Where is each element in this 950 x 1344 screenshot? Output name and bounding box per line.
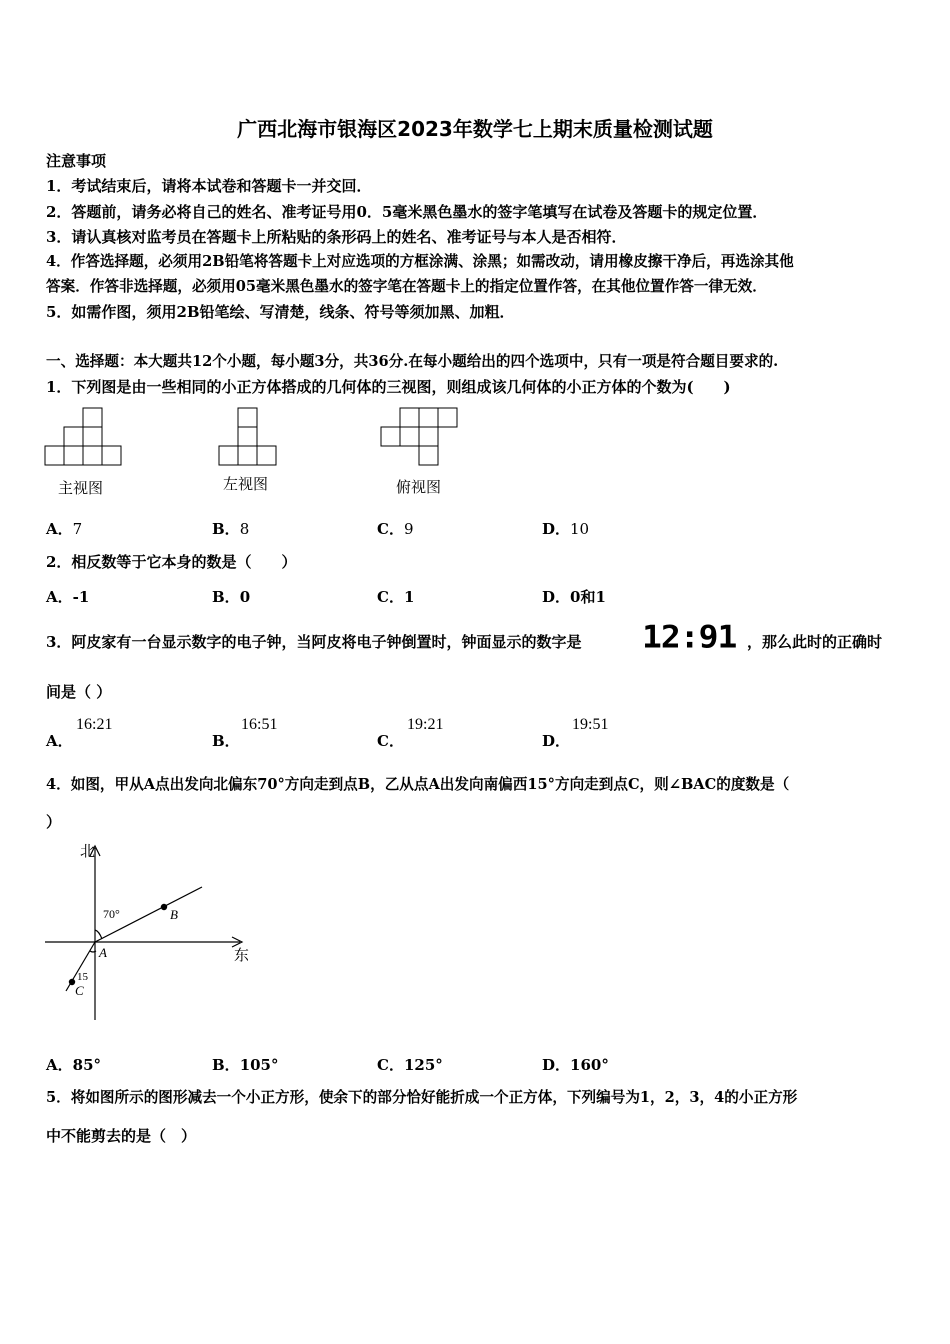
q4-option-b: B．105° <box>212 1056 279 1074</box>
point-b-label: B <box>170 907 178 922</box>
angle-arc-70 <box>95 930 102 939</box>
question-2-text: 2．相反数等于它本身的数是（ ） <box>46 553 297 571</box>
point-b-dot <box>161 904 167 910</box>
question-4-text: 4．如图，甲从A点出发向北偏东70°方向走到点B，乙从点A出发向南偏西15°方向走到点C，则∠BAC的度数是（ <box>46 776 790 793</box>
question-3-text-end: 间是（ ） <box>46 683 112 701</box>
point-c-label: C <box>75 983 84 998</box>
front-view-caption: 主视图 <box>58 479 104 497</box>
q2-option-b: B．0 <box>212 588 251 606</box>
question-3-text-cont: ，那么此时的正确时 <box>747 633 883 651</box>
question-1-text: 1．下列图是由一些相同的小正方体搭成的几何体的三视图，则组成该几何体的小正方体的个数为( ) <box>46 378 731 396</box>
q2-option-a: A．-1 <box>46 588 90 606</box>
point-a-label: A <box>99 945 107 960</box>
q1-option-b: B．8 <box>212 520 250 538</box>
east-label: 东 <box>234 946 250 964</box>
q3-option-c-value: 19:21 <box>407 716 444 733</box>
angle-15-label: 15 <box>77 971 88 983</box>
front-view-figure <box>45 408 125 468</box>
q3-option-a-label: A． <box>46 732 73 750</box>
question-4-text-end: ） <box>46 813 62 831</box>
north-label: 北 <box>80 842 96 860</box>
q4-option-d: D．160° <box>542 1056 609 1074</box>
notice-item: 答案．作答非选择题，必须用05毫米黑色墨水的签字笔在答题卡上的指定位置作答，在其他位置作答一律无效． <box>46 278 767 295</box>
notice-item: 4．作答选择题，必须用2B铅笔将答题卡上对应选项的方框涂满、涂黑；如需改动，请用橡皮擦干净后，再选涂其他 <box>46 253 794 270</box>
top-view-figure <box>381 408 461 468</box>
question-3-text: 3．阿皮家有一台显示数字的电子钟，当阿皮将电子钟倒置时，钟面显示的数字是 <box>46 633 582 651</box>
q3-option-a-value: 16:21 <box>76 716 113 733</box>
notice-heading: 注意事项 <box>46 152 107 170</box>
notice-item: 3．请认真核对监考员在答题卡上所粘贴的条形码上的姓名、准考证号与本人是否相符． <box>46 228 627 246</box>
left-view-caption: 左视图 <box>223 475 269 493</box>
q3-option-d-label: D． <box>542 732 571 750</box>
q2-option-d: D．0和1 <box>542 588 606 606</box>
top-view-caption: 俯视图 <box>396 478 442 496</box>
q3-option-b-label: B． <box>212 732 240 750</box>
section-heading: 一、选择题：本大题共12个小题，每小题3分，共36分.在每小题给出的四个选项中，只有一项是符合题目要求的. <box>46 353 779 370</box>
q3-option-c-label: C． <box>377 732 404 750</box>
angle-arc-15 <box>90 951 96 952</box>
q4-option-a: A．85° <box>46 1056 102 1074</box>
q2-option-c: C．1 <box>377 588 415 606</box>
question-5-text-end: 中不能剪去的是（ ） <box>46 1127 197 1145</box>
notice-item: 2．答题前，请务必将自己的姓名、准考证号用0．5毫米黑色墨水的签字笔填写在试卷及答题卡的规定位置． <box>46 203 768 221</box>
q4-option-c: C．125° <box>377 1056 443 1074</box>
q3-option-d-value: 19:51 <box>572 716 609 733</box>
notice-item: 1．考试结束后，请将本试卷和答题卡一并交回． <box>46 177 372 195</box>
notice-item: 5．如需作图，须用2B铅笔绘、写清楚，线条、符号等须加黑、加粗． <box>46 303 515 321</box>
q1-option-a: A．7 <box>46 520 83 538</box>
q3-option-b-value: 16:51 <box>241 716 278 733</box>
q1-option-d: D．10 <box>542 520 590 538</box>
direction-diagram <box>40 838 260 1023</box>
question-5-text: 5．将如图所示的图形减去一个小正方形，使余下的部分恰好能折成一个正方体，下列编号为1，2，3，4的小正方形 <box>46 1089 798 1106</box>
q1-option-c: C．9 <box>377 520 414 538</box>
left-view-figure <box>219 408 279 468</box>
digital-clock-display: 12:91 <box>642 618 737 656</box>
angle-70-label: 70° <box>103 907 120 921</box>
page-title: 广西北海市银海区2023年数学七上期末质量检测试题 <box>237 117 713 141</box>
